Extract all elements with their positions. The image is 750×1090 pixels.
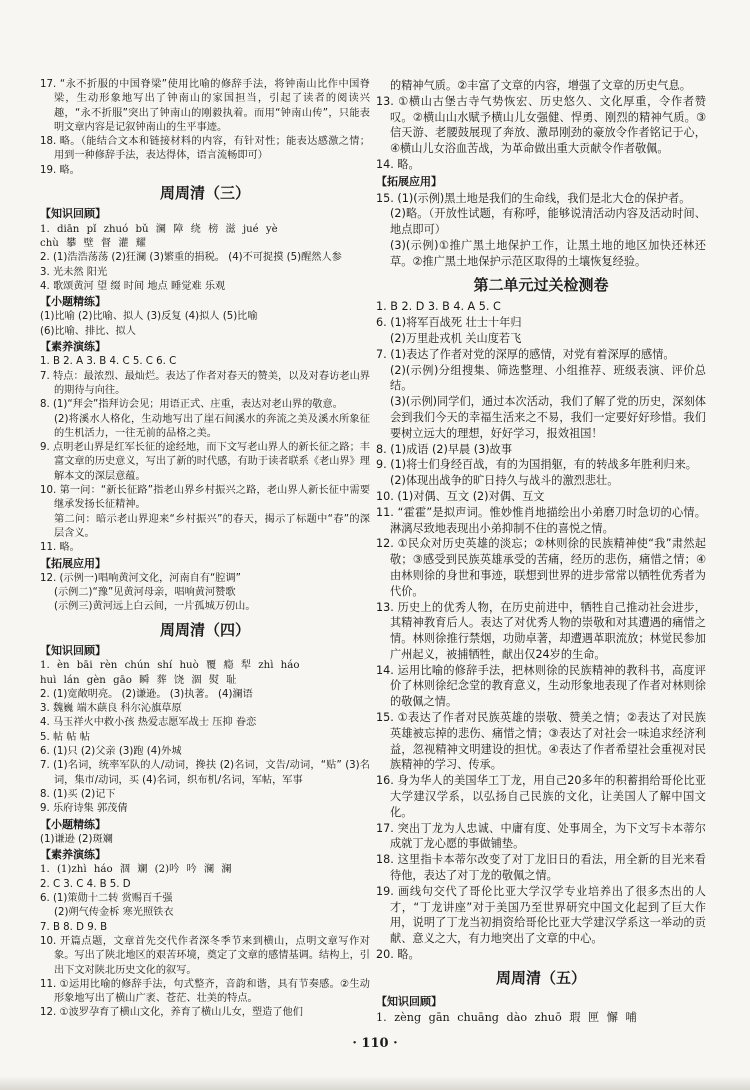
answer-item: 13. ①横山古堡古寺气势恢宏、历史悠久、文化厚重，令作者赞叹。②横山山水赋予横山儿女强健、悍勇、刚烈的精神气质。③信天游、老腰鼓展现了奔放、激昂刚劲的豪放令作者铭记于心，④横山儿女浴血苦战，为革命做出重大贡献令作者敬佩。 <box>376 94 706 156</box>
answer-continuation: 第二问：暗示老山界迎来“乡村振兴”的春天，揭示了标题中“春”的深层含义。 <box>54 513 370 539</box>
section-title: 周周清（三） <box>159 184 250 203</box>
answer-item: 7. (1)名词，统率军队的人/动词，搀扶 (2)名词，文告/动词，“贴” (3)名词，集市/动词，买 (4)名词，织布机/名词，军帖，军事 <box>40 760 370 786</box>
page-bottom-shadow <box>0 1076 750 1090</box>
answer-item: (1)比喻 (2)比喻、拟人 (3)反复 (4)拟人 (5)比喻 <box>40 311 258 323</box>
answer-item: 15. ①表达了作者对民族英雄的崇敬、赞美之情；②表达了对民族英雄被忘掉的悲伤、痛惜之情；③表达了对社会一味追求经济利益，忽视精神文明建设的担忧。④表达了作者希望社会重视对民族精神的学习、传承。 <box>376 711 706 772</box>
pinyin-line: 1. diān pǐ zhuó bǔ 澜 障 绕 榜 滋 jué yè <box>40 223 278 235</box>
answer-item: 8. (1)“拜会”指拜访会见；用语正式、庄重，表达对老山界的敬意。 <box>40 399 343 411</box>
answer-continuation: (2)体现出战争的旷日持久与战斗的激烈悲壮。 <box>390 474 619 488</box>
answer-item: (6)比喻、排比、拟人 <box>40 325 136 337</box>
answer-continuation: (2)朔气传金柝 寒光照铁衣 <box>54 907 174 919</box>
section-label: 【小题精练】 <box>40 817 106 831</box>
answer-item: 20. 略。 <box>376 948 420 962</box>
answer-item: 16. 身为华人的美国华工丁龙，用自己20多年的积蓄捐给哥伦比亚大学建汉学系，以弘扬自己民族的文化，让美国人了解中国文化。 <box>376 774 706 819</box>
section-label: 【拓展应用】 <box>376 174 442 188</box>
answer-item: 3. 魏巍 端木蕻良 科尔沁旗草原 <box>40 703 182 715</box>
answer-item: 6. (1)只 (2)父亲 (3)跑 (4)外城 <box>40 746 182 758</box>
answer-item: 13. 历史上的优秀人物，在历史前进中，牺牲自己推动社会进步，其精神教育后人。表达了对优秀人物的崇敬和对其遭遇的痛惜之情。林则徐推行禁烟，功勋卓著，却遭遇革职流放；林觉民参加广州起义，被捕牺牲，献出仅24岁的生命。 <box>376 600 706 661</box>
answer-continuation: (2)万里赴戎机 关山度若飞 <box>390 331 522 345</box>
section-label-row <box>40 643 370 659</box>
pinyin-line: 1. èn bāi rèn chún shí huò 覆 瘾 犁 zhì háo <box>40 660 300 672</box>
answer-item: 4. 歌颂黄河 望 缀 时间 地点 睡觉难 乐观 <box>40 280 226 292</box>
answer-continuation: (2)略。（开放性试题，有称呼，能够说清活动内容及活动时间、地点即可） <box>390 207 706 237</box>
answer-item: 8. (1)成语 (2)早晨 (3)故事 <box>376 442 513 456</box>
answer-item: 3. 光未然 阳光 <box>40 266 108 278</box>
section-label: 【知识回顾】 <box>40 643 106 657</box>
pinyin-line: chù 攀 壁 督 灌 耀 <box>40 237 146 249</box>
answer-item: 2. (1)浩浩荡荡 (2)狂澜 (3)繁重的捐税。 (4)不可捉摸 (5)醒然人参 <box>40 252 342 264</box>
right-column <box>376 78 706 1026</box>
answer-item: 12. (示例一)唱响黄河文化，河南自有“腔调” <box>40 572 241 584</box>
section-label: 【素养演练】 <box>40 848 106 862</box>
answer-continuation: (示例三)黄河远上白云间，一片孤城万仞山。 <box>54 601 256 613</box>
section-label-row <box>40 847 370 863</box>
answer-item: 18. 略。（能结合文本和链接材料的内容，有针对性；能表达感激之情；用到一种修辞手法，表达得体，语言流畅即可） <box>40 136 370 162</box>
answer-item: 11. 略。 <box>40 542 80 554</box>
answer-item: 11. ①运用比喻的修辞手法，句式整齐，音韵和谐，具有节奏感。②生动形象地写出了横山广袤、苍茫、壮美的特点。 <box>40 978 370 1005</box>
answer-item: 14. 运用比喻的修辞手法，把林则徐的民族精神的教科书，高度评价了林则徐纪念堂的教育意义，生动形象地表现了作者对林则徐的敬佩之情。 <box>376 663 706 709</box>
answer-item: 12. ①波罗孕育了横山文化，养育了横山儿女，塑造了他们 <box>40 1007 303 1019</box>
answer-item: 19. 画线句交代了哥伦比亚大学汉学专业培养出了很多杰出的人才，“丁龙讲座”对于美国乃至世界研究中国文化起到了巨大作用，说明了丁龙当初捐资给哥伦比亚大学建汉学系这一举动的贡献、意义之大，有力地突出了文章的中心。 <box>376 884 706 946</box>
answer-item: 9. (1)将士们身经百战，有的为国捐躯，有的转战多年胜利归来。 <box>376 458 697 472</box>
section-label-row <box>40 817 370 833</box>
answer-continuation: (2)(示例)分组搜集、筛选整理、小组推荐、班级表演、评价总结。 <box>390 363 706 393</box>
section-label-row <box>40 206 370 222</box>
answer-item: 1. B 2. D 3. B 4. A 5. C <box>376 300 501 314</box>
section-label: 【拓展应用】 <box>40 556 106 570</box>
answer-continuation: (2)将溪水人格化，生动地写出了崖石间溪水的奔流之美及溪水所象征的生机活力，一往无前的品格之美。 <box>54 413 370 439</box>
answer-item: 10. 第一问：“新长征路”指老山界乡村振兴之路，老山界人新长征中需要继承发扬长征精神。 <box>40 485 370 511</box>
answer-continuation: (3)(示例)同学们，通过本次活动，我们了解了党的历史，深刻体会到我们今天的幸福生活来之不易，我们一定要好好珍惜。我们要树立远大的理想，好好学习，报效祖国！ <box>390 395 706 440</box>
answer-item: 9. 乐府诗集 郭茂倩 <box>40 803 128 815</box>
section-label-row <box>40 339 370 355</box>
answer-item: (1)谦逊 (2)斑斓 <box>40 833 113 845</box>
page-number: · 110 · <box>352 1036 398 1051</box>
answer-item: 4. 马玉祥火中救小孩 热爱志愿军战士 压抑 眷恋 <box>40 717 257 729</box>
answer-item: 7. 特点：最浓烈、最灿烂。表达了作者对春天的赞美，以及对春访老山界的期待与向往。 <box>40 370 370 396</box>
section-title: 周周清（四） <box>159 620 250 639</box>
answer-item: 11. “霍霍”是拟声词。惟妙惟肖地描绘出小弟磨刀时急切的心情。淋漓尽致地表现出小弟抑制不住的喜悦之情。 <box>376 505 706 535</box>
answer-item: 17. 突出丁龙为人忠诚、中庸有度、处事周全，为下文写卡本蒂尔成就丁龙心愿的事做铺垫。 <box>376 821 706 851</box>
pinyin-line: huì lán gèn gāo 瞬 葬 饶 涸 熨 耻 <box>40 674 237 686</box>
section-label-row <box>376 173 706 191</box>
answer-item: 7. B 8. D 9. B <box>40 921 108 933</box>
section-title: 周周清（五） <box>495 968 586 987</box>
section-label-row <box>40 294 370 310</box>
answer-continuation: (3)(示例)①推广黑土地保护工作，让黑土地的地区加快还林还草。②推广黑土地保护示范区取得的土壤恢复经验。 <box>390 238 706 268</box>
section-label: 【知识回顾】 <box>40 207 106 221</box>
answer-item: 1. B 2. A 3. B 4. C 5. C 6. C <box>40 356 177 368</box>
answer-item: 18. 这里指卡本蒂尔改变了对丁龙旧日的看法，用全新的目光来看待他，表达了对丁龙的敬佩之情。 <box>376 853 706 883</box>
section-label-row <box>40 556 370 572</box>
answer-item: 14. 略。 <box>376 157 420 171</box>
section-label-row <box>376 993 706 1011</box>
section-label: 【知识回顾】 <box>376 994 442 1008</box>
answer-item: 10. (1)对偶、互文 (2)对偶、互文 <box>376 489 545 503</box>
answer-item: 17. “永不折服的中国脊梁”使用比喻的修辞手法，将钟南山比作中国脊梁，生动形象地写出了钟南山的家国担当，引起了读者的阅读兴趣，“永不折服”突出了钟南山的刚毅执着。而用“钟南山传”，只能表明文章内容是记叙钟南山的生平事迹。 <box>40 79 370 133</box>
answer-item: 15. (1)(示例)黑土地是我们的生命线，我们是北大仓的保护者。 <box>376 191 691 205</box>
section-title: 第二单元过关检测卷 <box>473 275 609 294</box>
answer-item: 8. (1)买 (2)记下 <box>40 788 116 800</box>
answer-item: 6. (1)将军百战死 壮士十年归 <box>376 316 522 330</box>
answer-item: 5. 帖 帖 帖 <box>40 731 90 743</box>
section-label: 【素养演练】 <box>40 340 106 354</box>
section-label: 【小题精练】 <box>40 295 106 309</box>
answer-item: 7. (1)表达了作者对党的深厚的感情，对党有着深厚的感情。 <box>376 347 675 361</box>
pinyin-line: 1. zèng gān chuāng dào zhuō 瑕 匣 懈 哺 <box>376 1011 637 1025</box>
pinyin-line: 1. (1)zhì háo 涸 斓 (2)吟 吟 澜 澜 <box>40 864 232 876</box>
answer-continuation: 的精神气质。②丰富了文章的内容，增强了文章的历史气息。 <box>390 79 691 92</box>
answer-item: 2. C 3. C 4. B 5. D <box>40 878 131 890</box>
answer-item: 19. 略。 <box>40 164 80 176</box>
answer-item: 12. ①民众对历史英雄的淡忘；②林则徐的民族精神使“我”肃然起敬；③感受到民族英雄承受的苦痛，经历的悲伤，痛惜之情；④由林则徐的身世和事迹，联想到世界的进步常常以牺牲优秀者为代价。 <box>376 537 706 598</box>
answer-item: 6. (1)策勋十二转 赏赐百千强 <box>40 893 173 905</box>
left-column <box>40 78 370 1021</box>
answer-item: 10. 开篇点题，文章首先交代作者深冬季节来到横山，点明文章写作对象。写出了陕北地区的艰苦环境，奠定了文章的感情基调。结构上，引出下文对陕北历史文化的叙写。 <box>40 935 370 976</box>
answer-continuation: (示例二)“豫”见黄河母亲，唱响黄河赞歌 <box>54 587 236 599</box>
answer-item: 9. 点明老山界是红军长征的途经地，而下文写老山界人的新长征之路；丰富文章的历史意义，写出了新的时代感，有助于读者联系《老山界》理解本文的深层意蕴。 <box>40 442 370 482</box>
answer-item: 2. (1)宽敞明亮。 (2)谦逊。 (3)执著。 (4)澜语 <box>40 688 253 700</box>
